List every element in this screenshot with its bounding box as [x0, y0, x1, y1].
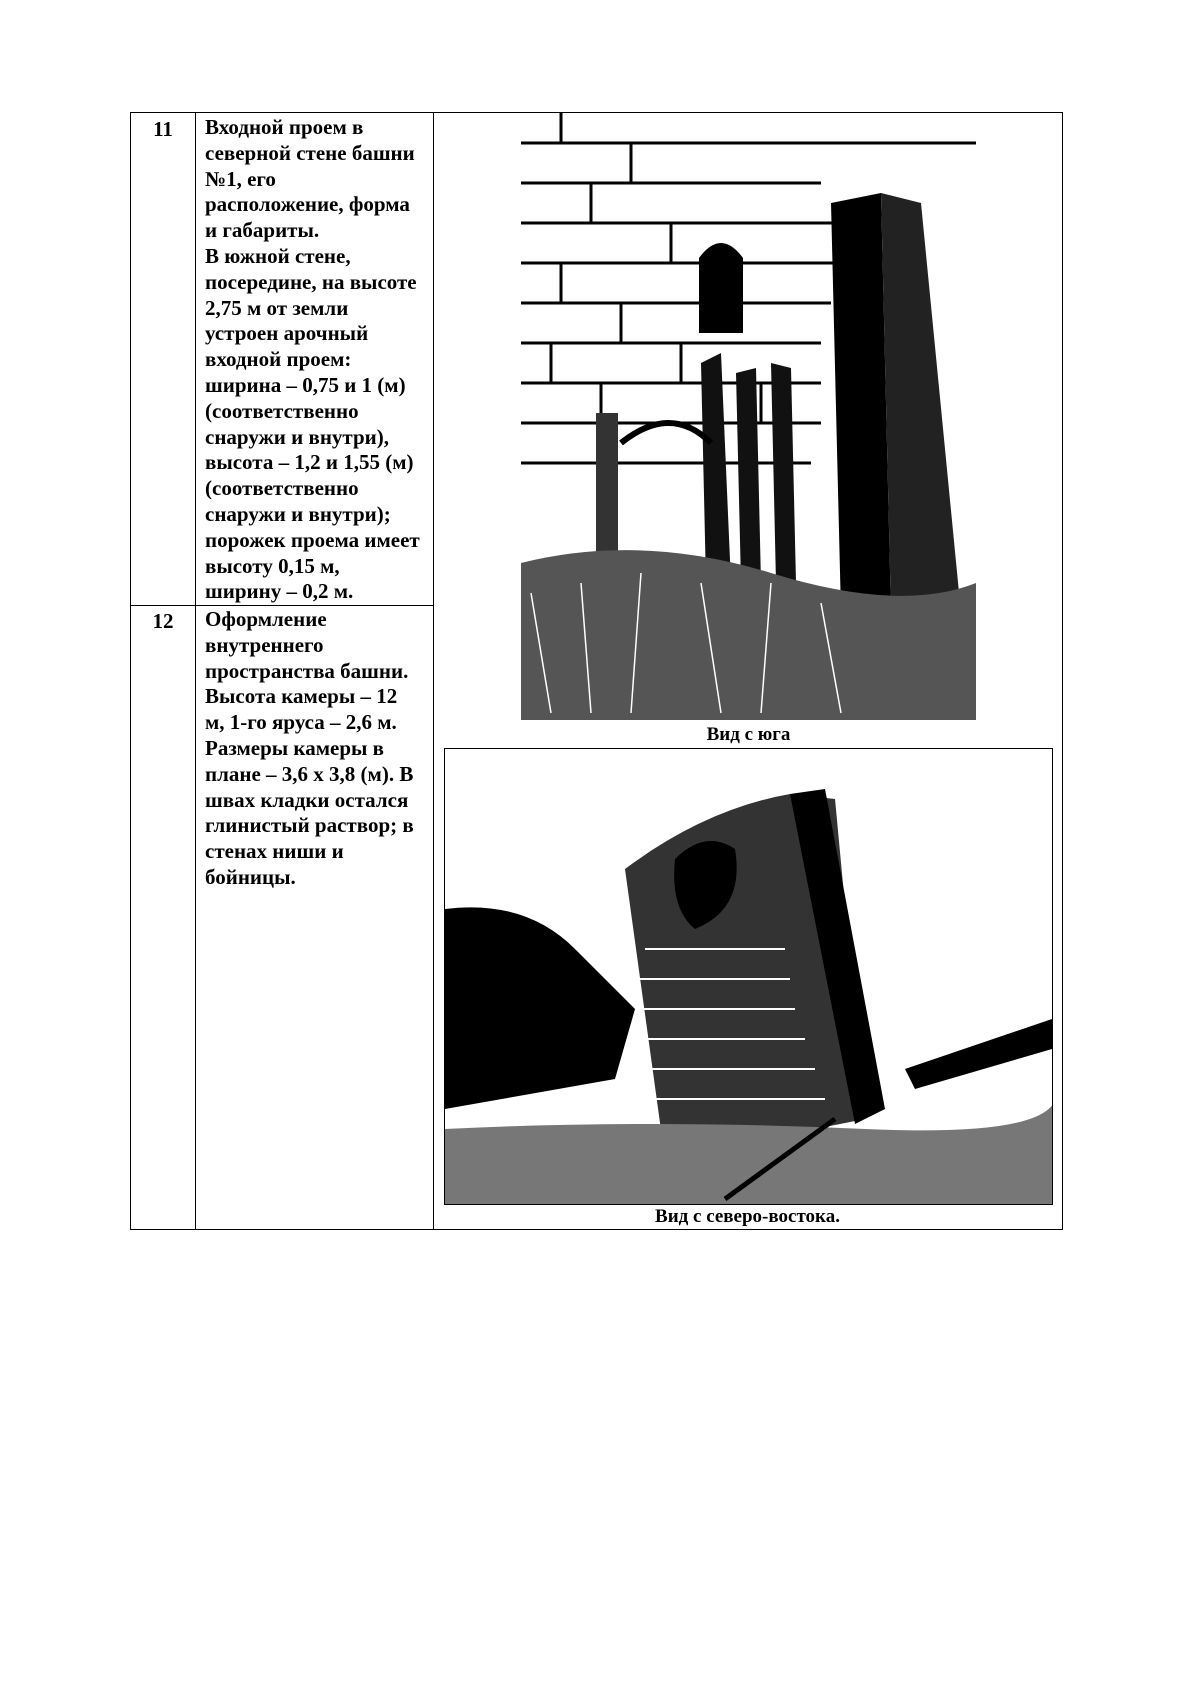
photo-south-view	[521, 113, 976, 720]
row-description	[205, 607, 414, 891]
row-number: 11	[153, 117, 173, 141]
description-line: высоту 0,15 м,	[205, 553, 340, 578]
description-line: В южной стене,	[205, 243, 351, 268]
photo-caption: Вид с юга	[706, 724, 791, 745]
description-line: (соответственно	[205, 476, 359, 501]
description-line: пространства башни.	[205, 658, 409, 683]
description-line: стенах ниши и	[205, 839, 344, 864]
description-line: высота – 1,2 и 1,55 (м)	[205, 450, 414, 475]
photo-caption: Вид с северо-востока.	[655, 1206, 840, 1227]
row-description	[205, 115, 420, 605]
description-line: входной проем:	[205, 347, 352, 372]
description-line: северной стене башни	[205, 140, 415, 165]
description-line: м, 1-го яруса – 2,6 м.	[205, 710, 397, 735]
description-line: ширина – 0,75 и 1 (м)	[205, 372, 406, 397]
description-line: 2,75 м от земли	[205, 295, 349, 320]
description-line: бойницы.	[205, 864, 296, 889]
description-line: Размеры камеры в	[205, 735, 384, 760]
description-line: внутреннего	[205, 632, 324, 657]
description-line: Оформление	[205, 607, 327, 631]
description-line: Входной проем в	[205, 115, 364, 139]
description-line: расположение, форма	[205, 192, 410, 217]
description-line: и габариты.	[205, 218, 320, 243]
row-divider	[131, 605, 434, 606]
description-line: (соответственно	[205, 398, 359, 423]
description-line: глинистый раствор; в	[205, 813, 414, 838]
description-line: Высота камеры – 12	[205, 684, 398, 709]
photo-northeast-view	[444, 748, 1053, 1205]
description-line: порожек проема имеет	[205, 527, 420, 552]
description-line: №1, его	[205, 166, 276, 191]
description-line: ширину – 0,2 м.	[205, 579, 354, 604]
description-line: снаружи и внутри),	[205, 424, 390, 449]
column-divider	[433, 113, 434, 1229]
column-divider	[195, 113, 196, 1229]
description-line: снаружи и внутри);	[205, 501, 391, 526]
description-line: посередине, на высоте	[205, 269, 417, 294]
description-line: плане – 3,6 х 3,8 (м). В	[205, 761, 414, 786]
row-number: 12	[152, 609, 174, 633]
description-line: швах кладки остался	[205, 787, 409, 812]
description-line: устроен арочный	[205, 321, 369, 346]
